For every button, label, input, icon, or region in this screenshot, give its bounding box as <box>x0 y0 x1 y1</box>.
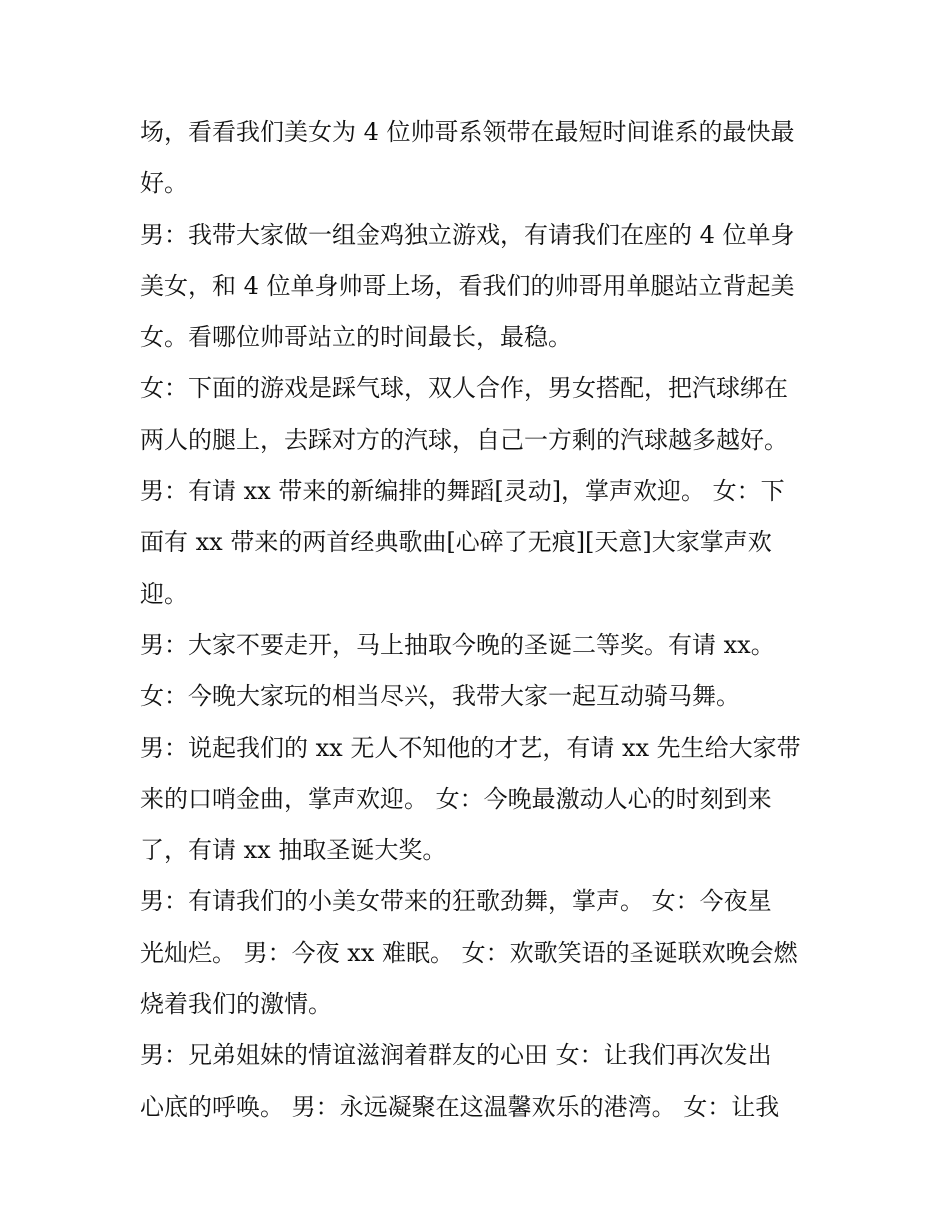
text-line: 了，有请 xx 抽取圣诞大奖。 <box>140 836 447 865</box>
text-line: 女：下面的游戏是踩气球，双人合作，男女搭配，把汽球绑在 <box>140 374 788 403</box>
text-line: 来的口哨金曲，掌声欢迎。 女：今晚最激动人心的时刻到来 <box>140 784 772 813</box>
text-line: 面有 xx 带来的两首经典歌曲[心碎了无痕][天意]大家掌声欢 <box>140 528 772 557</box>
text-line: 男：有请我们的小美女带来的狂歌劲舞，掌声。 女：今夜星 <box>140 887 772 916</box>
text-line: 男：我带大家做一组金鸡独立游戏，有请我们在座的 4 位单身 <box>140 220 795 249</box>
text-line: 场，看看我们美女为 4 位帅哥系领带在最短时间谁系的最快最 <box>140 118 795 146</box>
text-line: 两人的腿上，去踩对方的汽球，自己一方剩的汽球越多越好。 <box>140 425 788 454</box>
text-line: 美女，和 4 位单身帅哥上场，看我们的帅哥用单腿站立背起美 <box>140 271 795 300</box>
text-line: 男：大家不要走开，马上抽取今晚的圣诞二等奖。有请 xx。 <box>140 630 775 659</box>
document-body <box>140 107 820 1133</box>
text-line: 烧着我们的激情。 <box>140 990 332 1019</box>
text-line: 好。 <box>140 169 188 198</box>
text-line: 女：今晚大家玩的相当尽兴，我带大家一起互动骑马舞。 <box>140 682 740 711</box>
text-line: 男：兄弟姐妹的情谊滋润着群友的心田 女：让我们再次发出 <box>140 1041 772 1070</box>
text-line: 男：说起我们的 xx 无人不知他的才艺，有请 xx 先生给大家带 <box>140 733 801 762</box>
text-line: 光灿烂。 男：今夜 xx 难眠。 女：欢歌笑语的圣诞联欢晚会燃 <box>140 938 798 967</box>
text-line: 女。看哪位帅哥站立的时间最长，最稳。 <box>140 323 572 352</box>
text-line: 男：有请 xx 带来的新编排的舞蹈[灵动]，掌声欢迎。 女：下 <box>140 477 785 506</box>
text-line: 迎。 <box>140 579 188 608</box>
text-line: 心底的呼唤。 男：永远凝聚在这温馨欢乐的港湾。 女：让我 <box>140 1092 780 1121</box>
